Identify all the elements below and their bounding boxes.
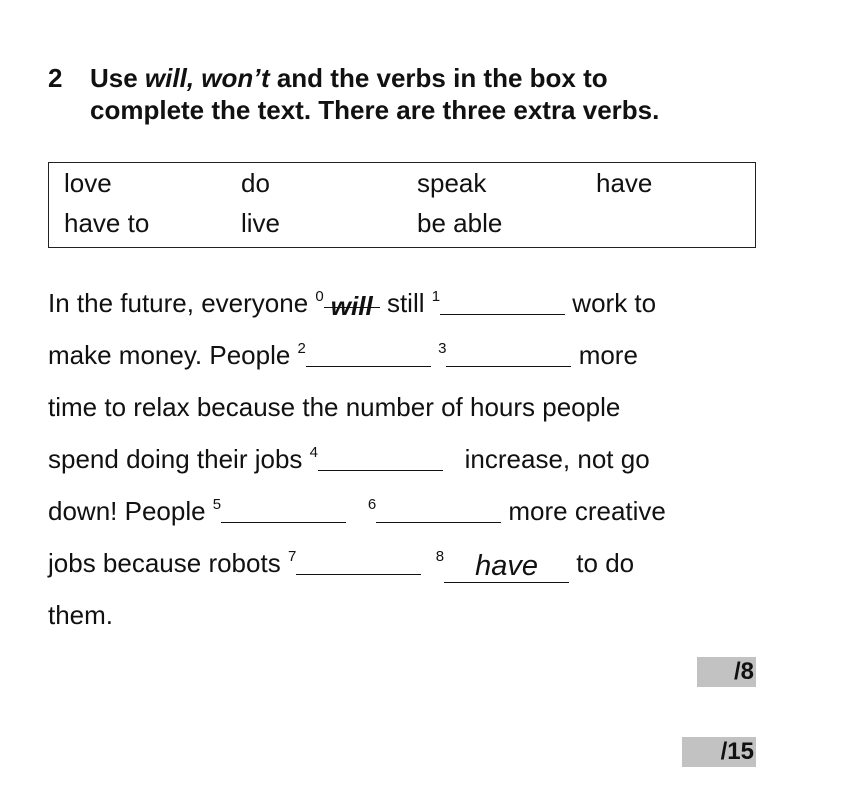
passage-text: increase, not go bbox=[442, 444, 650, 474]
gap-number: 6 bbox=[367, 496, 377, 513]
gap-number: 4 bbox=[309, 444, 318, 461]
passage-text: In the future, everyone bbox=[48, 288, 316, 318]
gap-number: 8 bbox=[435, 548, 445, 565]
verb-item: speak bbox=[417, 168, 487, 198]
passage-text: them. bbox=[48, 600, 114, 630]
passage-text: time to relax because the number of hours people bbox=[48, 392, 621, 422]
passage-text: more bbox=[571, 340, 638, 370]
passage-line bbox=[48, 277, 778, 329]
exercise-instruction bbox=[48, 62, 788, 126]
passage-line bbox=[48, 589, 778, 641]
answer-blank[interactable] bbox=[440, 287, 565, 315]
answer-blank[interactable]: have bbox=[444, 555, 569, 583]
passage-text: down! People bbox=[48, 496, 213, 526]
passage-text: make money. People bbox=[48, 340, 298, 370]
passage-text: still bbox=[379, 288, 432, 318]
verb-item: love bbox=[64, 168, 112, 198]
answer-blank[interactable] bbox=[318, 443, 443, 471]
exercise-number: 2 bbox=[48, 63, 63, 93]
verb-item: live bbox=[241, 208, 281, 238]
verb-box bbox=[48, 162, 756, 248]
instruction-emphasis: will, won’t bbox=[144, 63, 270, 93]
verb-item: have to bbox=[64, 208, 150, 238]
answer-blank[interactable] bbox=[446, 339, 571, 367]
instruction-text: Use will, won’t and the verbs in the box to complete the text. There are three extra verbs. bbox=[90, 63, 660, 125]
gap-number: 2 bbox=[297, 340, 306, 357]
passage-line bbox=[48, 537, 778, 589]
gap-number: 7 bbox=[287, 548, 297, 565]
passage-text: spend doing their jobs bbox=[48, 444, 310, 474]
passage-line bbox=[48, 329, 778, 381]
gap-number: 3 bbox=[438, 340, 447, 357]
answer-blank[interactable] bbox=[221, 495, 346, 523]
passage-text bbox=[346, 496, 368, 526]
answer-blank[interactable] bbox=[296, 547, 421, 575]
passage-text bbox=[421, 548, 435, 578]
gap-fill-passage bbox=[48, 277, 778, 641]
verb-item: have bbox=[596, 168, 653, 198]
passage-line bbox=[48, 433, 778, 485]
passage-text: jobs because robots bbox=[48, 548, 288, 578]
verb-item: be able bbox=[417, 208, 503, 238]
section-score-box: /8 bbox=[697, 657, 756, 687]
passage-line bbox=[48, 485, 778, 537]
example-answer: will bbox=[324, 280, 380, 308]
passage-text: more creative bbox=[501, 496, 666, 526]
passage-text: work to bbox=[565, 288, 657, 318]
gap-number: 0 bbox=[315, 288, 324, 305]
gap-number: 5 bbox=[212, 496, 222, 513]
verb-item: do bbox=[241, 168, 270, 198]
passage-text: to do bbox=[569, 548, 635, 578]
answer-blank[interactable] bbox=[376, 495, 501, 523]
gap-number: 1 bbox=[431, 288, 441, 305]
total-score-box: /15 bbox=[682, 737, 756, 767]
passage-line bbox=[48, 381, 778, 433]
answer-blank[interactable] bbox=[306, 339, 431, 367]
